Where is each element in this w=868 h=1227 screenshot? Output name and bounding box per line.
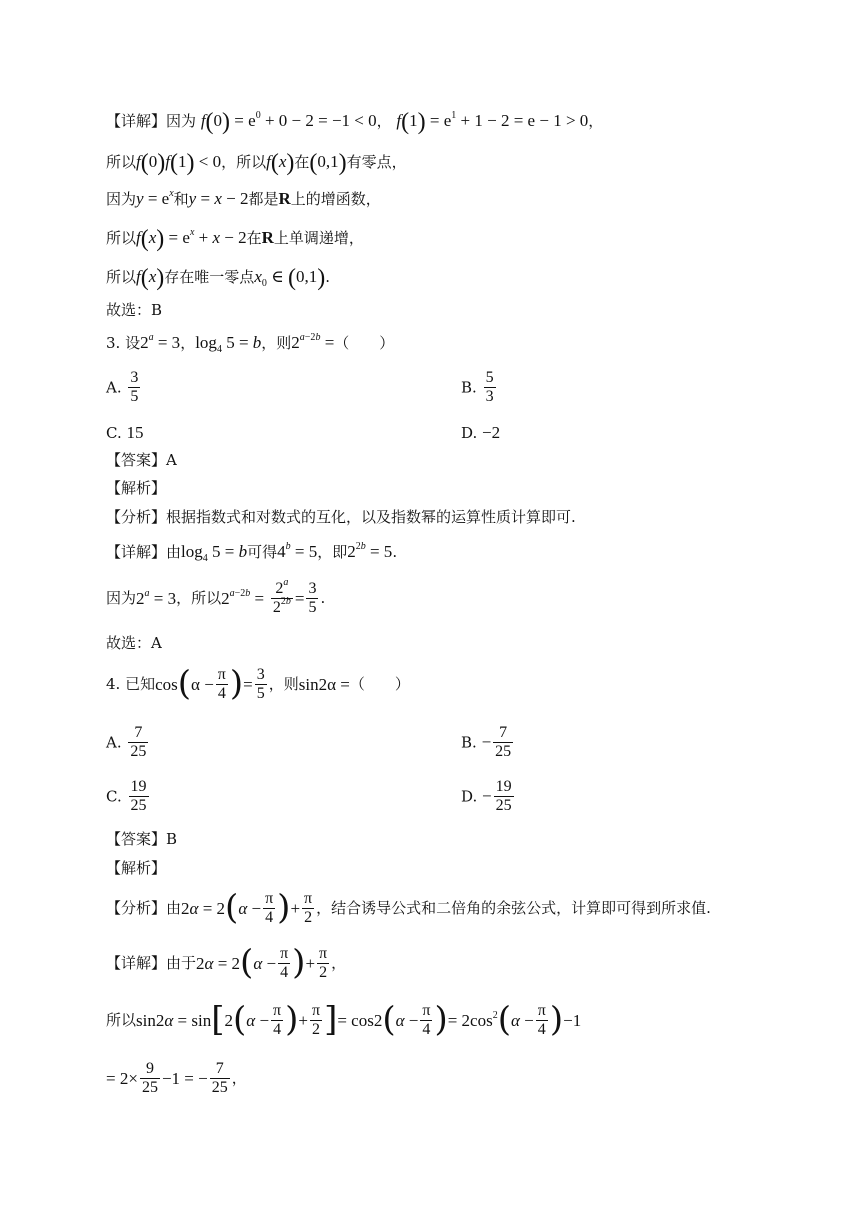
detail-line-3: 因为$y = e^x$和y = x − 2都是R上的增函数，: [106, 188, 381, 208]
q3-fenxi: 【分析】根据指数式和对数式的互化，以及指数幂的运算性质计算即可.: [106, 508, 576, 526]
q4-detail-3: = 2× $\frac{9}{25}$ −1 = − $\frac{7}{25}$ ，: [106, 1060, 247, 1096]
q4-option-a[interactable]: A. $\frac{7}{25}$: [106, 724, 147, 760]
q4-detail-1: 【详解】由于2α = 2(α − $\frac{\pi}{4}$ )+ $\frac{\pi}{2}$ ，: [106, 942, 347, 983]
q4-option-d[interactable]: D. − $\frac{19}{25}$: [461, 778, 512, 814]
q3-option-c[interactable]: C. 15: [106, 423, 144, 442]
formula-f0: $f(0) = e^0 + 0 - 2 = -1 < 0$: [200, 109, 377, 135]
q3-option-a[interactable]: A. $\frac{3}{5}$: [106, 369, 139, 405]
q4-detail-2: 所以sin2α = sin[2(α − $\frac{\pi}{4}$ )+ $\frac{\pi}{2}$ ]= cos2(α − $\frac{\pi}{4}$ )= $2\cos^2(\alpha$ − $\frac{\pi}{4}$ )−1: [106, 999, 582, 1040]
detail-line-4: 所以$f(x) = e^x + x - 2$在R上单调递增，: [106, 226, 364, 252]
q3-jiexi: 【解析】: [106, 479, 167, 497]
q3-choose: 故选：A: [106, 634, 162, 652]
detail-line-2: 所以f(0)f(1) < 0，所以f(x)在(0,1)有零点，: [106, 150, 407, 176]
formula-f1: $f(1) = e^1 + 1 - 2 = e - 1 > 0$: [396, 109, 589, 135]
q4-option-c[interactable]: C. $\frac{19}{25}$: [106, 778, 147, 814]
q4-answer: 【答案】B: [106, 830, 178, 848]
q4-fenxi: 【分析】由2α = 2(α − $\frac{\pi}{4}$ )+ $\frac{\pi}{2}$ ，结合诱导公式和二倍角的余弦公式，计算即可得到所求值.: [106, 887, 711, 928]
q4-option-b[interactable]: B. − $\frac{7}{25}$: [461, 724, 512, 760]
q3-detail-1: 【详解】由$\log_4 5 = b$可得$4^b = 5$，即$2^{2b} = 5$.: [106, 541, 398, 564]
q3-detail-2: 因为$2^a = 3$，所以$2^{a-2b}$ = $\frac{2^a}{2^{2b}}$ = $\frac{3}{5}$ .: [106, 577, 326, 616]
q4-jiexi: 【解析】: [106, 859, 167, 877]
detail-line-6: 故选：B: [106, 301, 163, 319]
q3-answer: 【答案】A: [106, 451, 177, 469]
question-4: 4. 已知cos(α − $\frac{\pi}{4}$ )= $\frac{3}{5}$ ，则sin2α =（ ）: [106, 663, 410, 704]
q3-option-d[interactable]: D. −2: [461, 423, 501, 442]
detail-line-5: 所以f(x)存在唯一零点$x_0$ ∈ (0,1).: [106, 265, 330, 291]
q3-option-b[interactable]: B. $\frac{5}{3}$: [461, 369, 494, 405]
detail-line-1: 【详解】因为 $f(0) = e^0 + 0 - 2 = -1 < 0$， $f(1) = e^1 + 1 - 2 = e - 1 > 0$，: [106, 109, 604, 135]
question-3: 3. 设$2^a = 3$，$\log_4 5 = b$，则$2^{a-2b}$ =（ ）: [106, 332, 395, 355]
